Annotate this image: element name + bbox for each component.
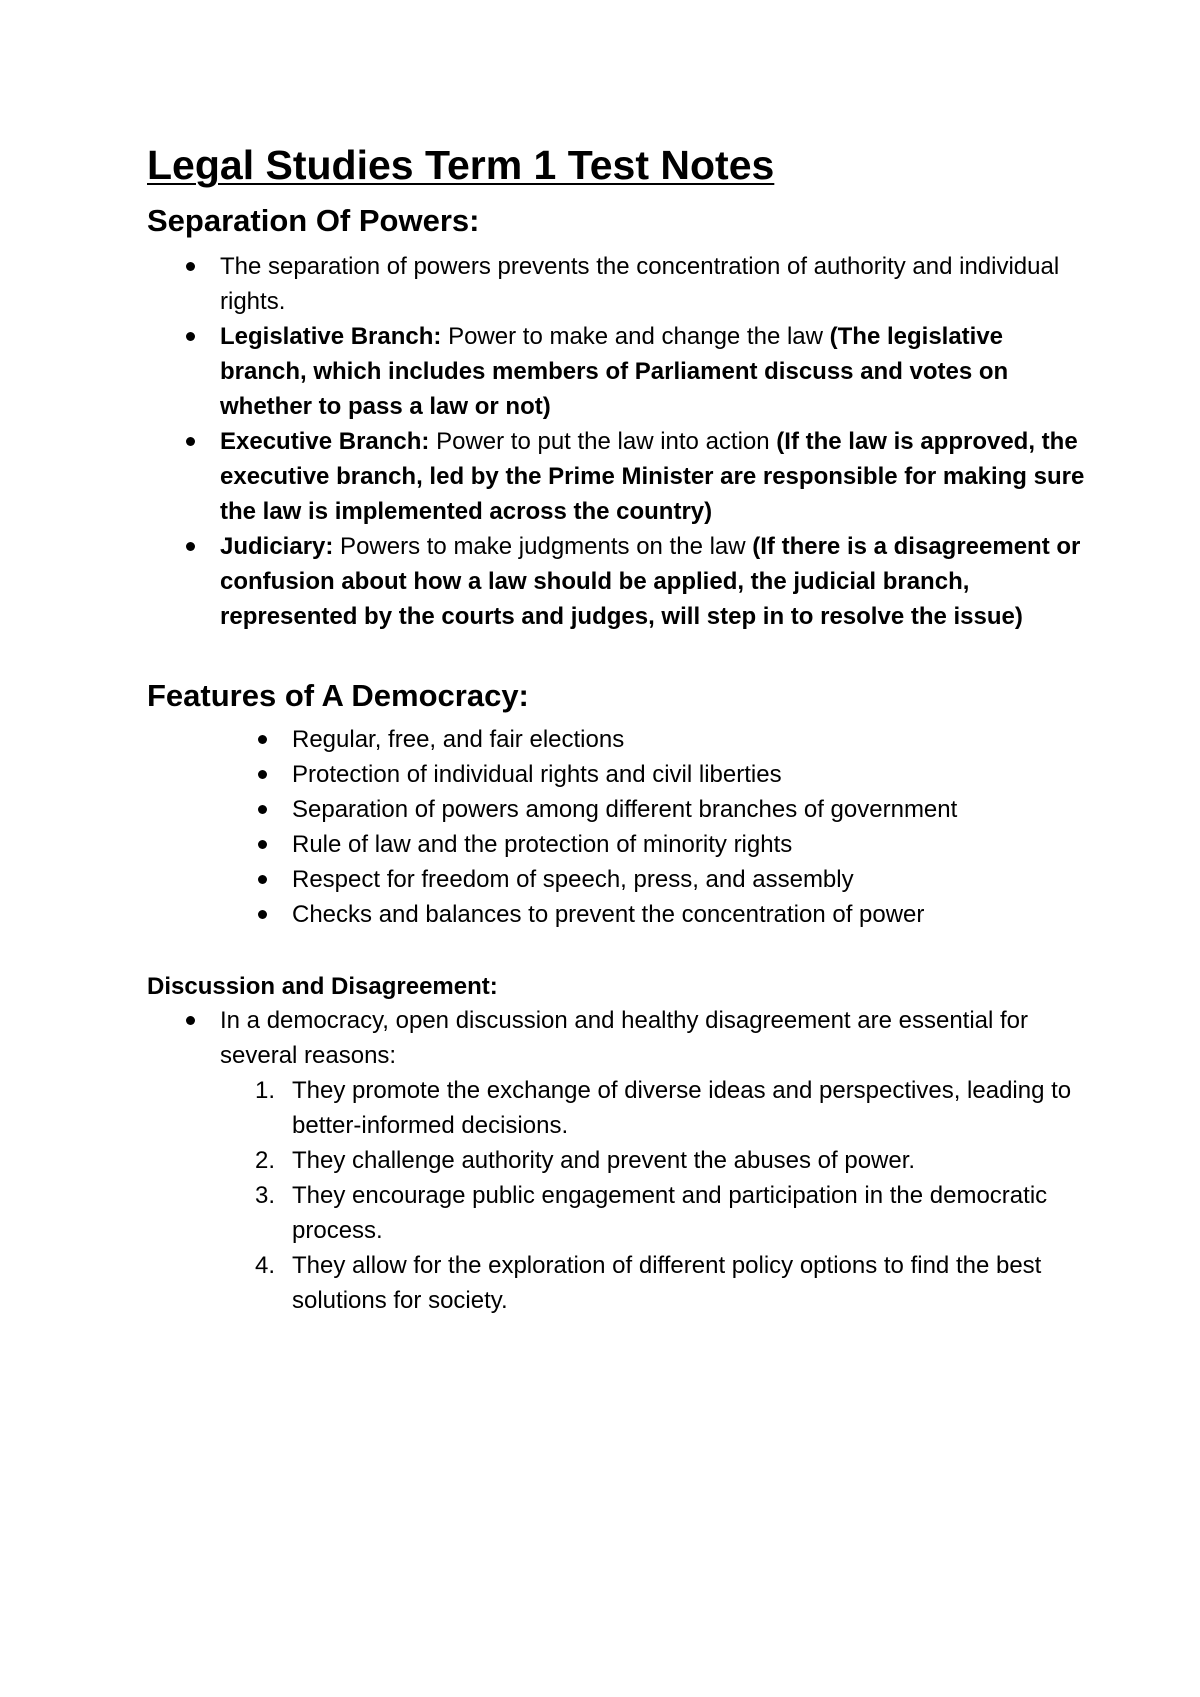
feature-text: Protection of individual rights and civil liberties (292, 761, 782, 788)
executive-text: Power to put the law into action (429, 428, 777, 455)
bullet-icon (258, 875, 267, 884)
features-heading: Features of A Democracy: (147, 678, 529, 713)
list-item (147, 529, 1087, 634)
legislative-term: Legislative Branch: (220, 323, 442, 350)
bullet-icon (258, 770, 267, 779)
separation-of-powers-heading: Separation Of Powers: (147, 203, 480, 238)
list-item (147, 862, 1087, 897)
intro-text: The separation of powers prevents the concentration of authority and individual rights. (220, 253, 1060, 315)
bullet-icon (258, 805, 267, 814)
legislative-note: (The legislative branch, which includes members of Parliament discuss and votes on whether to pass a law or not) (220, 323, 1009, 420)
item-number: 2. (255, 1147, 276, 1174)
judiciary-note: (If there is a disagreement or confusion about how a law should be applied, the judicial branch, represented by the courts and judges, will step in to resolve the issue) (220, 533, 1081, 630)
feature-text: Separation of powers among different branches of government (292, 796, 958, 823)
feature-text: Respect for freedom of speech, press, and assembly (292, 866, 854, 893)
reasons-list (147, 1073, 1087, 1318)
bullet-icon (186, 437, 195, 446)
judiciary-text: Powers to make judgments on the law (333, 533, 753, 560)
document-title: Legal Studies Term 1 Test Notes (147, 142, 775, 188)
bullet-icon (186, 1016, 195, 1025)
list-item (147, 1178, 1087, 1248)
list-item (147, 424, 1087, 529)
reason-text: They allow for the exploration of different policy options to find the best solutions for society. (292, 1252, 1042, 1314)
executive-note: (If the law is approved, the executive branch, led by the Prime Minister are responsible for making sure the law is implemented across the country) (220, 428, 1085, 525)
separation-of-powers-list (147, 249, 1087, 634)
bullet-icon (186, 262, 195, 271)
list-item (147, 792, 1087, 827)
item-number: 3. (255, 1182, 276, 1209)
bullet-icon (258, 735, 267, 744)
discussion-list (147, 1003, 1087, 1073)
list-item (147, 1143, 1087, 1178)
document-page (147, 142, 1087, 1318)
bullet-icon (258, 840, 267, 849)
feature-text: Rule of law and the protection of minority rights (292, 831, 793, 858)
list-item (147, 1248, 1087, 1318)
list-item (147, 722, 1087, 757)
item-number: 1. (255, 1077, 276, 1104)
executive-term: Executive Branch: (220, 428, 430, 455)
legislative-text: Power to make and change the law (441, 323, 830, 350)
list-item (147, 319, 1087, 424)
discussion-heading: Discussion and Disagreement: (147, 973, 498, 1000)
feature-text: Checks and balances to prevent the concentration of power (292, 901, 925, 928)
features-list (147, 722, 1087, 932)
list-item (147, 1073, 1087, 1143)
feature-text: Regular, free, and fair elections (292, 726, 625, 753)
list-item (147, 757, 1087, 792)
list-item (147, 827, 1087, 862)
discussion-intro: In a democracy, open discussion and healthy disagreement are essential for several reasons: (220, 1007, 1029, 1069)
reason-text: They challenge authority and prevent the abuses of power. (292, 1147, 916, 1174)
reason-text: They promote the exchange of diverse ideas and perspectives, leading to better-informed decisions. (292, 1077, 1072, 1139)
judiciary-term: Judiciary: (220, 533, 334, 560)
bullet-icon (258, 910, 267, 919)
list-item (147, 249, 1087, 319)
bullet-icon (186, 332, 195, 341)
reason-text: They encourage public engagement and participation in the democratic process. (292, 1182, 1048, 1244)
list-item (147, 897, 1087, 932)
item-number: 4. (255, 1252, 276, 1279)
list-item (147, 1003, 1087, 1073)
bullet-icon (186, 542, 195, 551)
